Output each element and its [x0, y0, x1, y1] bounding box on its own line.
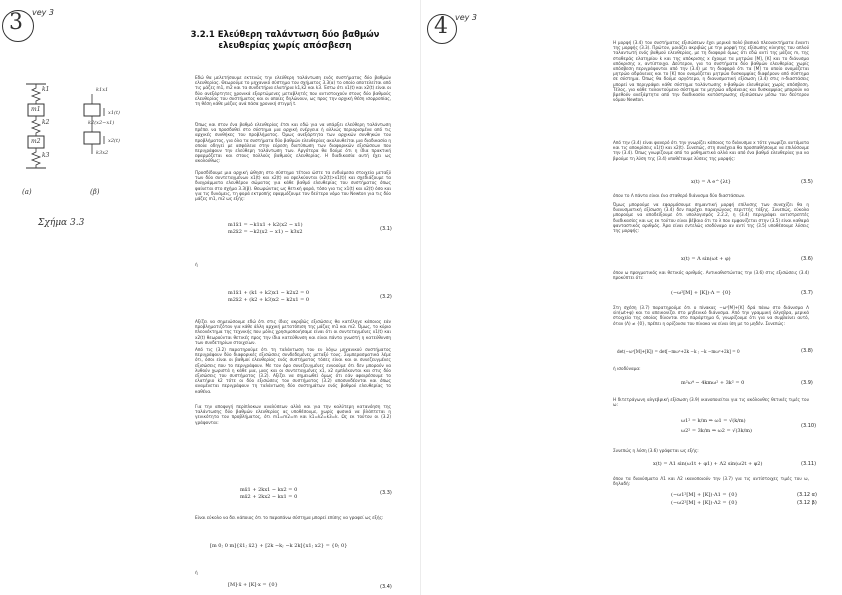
sketch-label-a: (a) [22, 188, 32, 196]
spring-k2 [32, 116, 40, 136]
equation-3-8-number: (3.8) [801, 348, 813, 354]
page-number: 4 [434, 14, 448, 39]
paragraph-10: όπου τα διανύσματα Λ1 και Λ2 ικανοποιούν την (3.7) για τις αντίστοιχες τιμές του ω, δηλαδή: [613, 476, 809, 487]
equation-3-7: (−ω²[M] + [K])·Λ = {0} [671, 290, 732, 296]
paragraph-7: Είναι εύκολο να δει κάποιος ότι το παραπάνω σύστημα μπορεί επίσης να γραφεί ως εξής: [195, 515, 384, 520]
paragraph-1: Η μορφή (3.4) του συστήματος εξισώσεων έχει μερικά πολύ βασικά πλεονεκτήματα έναντι της μορφής (3.3). Πρώτον, μοιάζει ακριβώς με την μορφή της εξίσωσης κίνησης του απλού ταλαντωτή ενός βαθμού ελευθερίας, με τη διαφορά όμως ότι εδώ αντί της μάζας m, της σταθεράς ελατηρίου k και της απόκρισης x έχουμε τα μητρώα [M], [K] και το διάνυσμα απόκρισης x, αντίστοιχα. Δεύτερον, για τα συστήματα δύο βαθμών ελευθερίας χωρίς απόσβεση περιγράφονται από την (3.4) με τη διαφορά ότι τα [M] το οποίο ονομάζεται μητρώο αδράνειας και το [K] που ονομάζεται μητρώο δυσκαμψίας διαφέρουν από σύστημα σε σύστημα. Όπως θα δούμε αργότερα, η διανυσματική εξίσωση (3.4) στις n-διαστάσεις μπορεί να περιγράψει κάθε σύστημα ταλάντωσης n-βαθμών ελευθερίας χωρίς απόσβεση. Τέλος, για κάθε ταλαντούμενο σύστημα τα μητρώα αδράνειας και δυσκαμψίας μπορούν να βρεθούν ανεξάρτητα από την διαδικασία κατάστρωσης εξισώσεων μέσω του δεύτερου νόμου Newton. [613, 40, 809, 103]
equation-3-2-number: (3.2) [380, 294, 392, 300]
equation-3-3-line-2: mẍ2 + 2kx2 − kx1 = 0 [240, 494, 298, 500]
sketch-k1x1-label: k1x1 [96, 87, 109, 93]
equation-3-3-number: (3.3) [380, 490, 392, 496]
paragraph-2: Από την (3.4) είναι φανερό ότι την γνωρίζει κάποιος το διάνυσμα x τότε γνωρίζει αυτόματα και τις αποκρίσεις x1(t) και x2(t). Συνεπώς, στη συνέχεια θα προσπαθήσουμε να επιλύσουμε την (3.4). Όπως γνωρίζουμε από τα μαθηματικά αλλά και από ένα βαθμό ελευθερίας για να βρούμε τη λύση της (3.4) υποθέτουμε λύσεις της μορφής: [613, 140, 809, 161]
paragraph-2: Όπως και στον ένα βαθμό ελευθερίας έτσι και εδώ για να υπάρξει ελεύθερη ταλάντωση πρέπει να προσδοθεί στο σύστημα μια αρχική ενέργεια ή αλλιώς περιορισμένα από τις αρχικές συνθήκες του προβλήματος. Όμως ανεξάρτητα των αρχικών συνθηκών του προβλήματος, για όλα τα συστήματα δύο βαθμών ελευθερίας ακολουθείται μια διαδικασία η οποία οδηγεί με ασφάλεια στην εύρεση διατύπωση των διαφορικών εξισώσεων που περιγράφουν την ελεύθερη ταλάντωση των. Αργότερα θα δούμε ότι η ίδια πρακτική εφαρμόζεται και στους πολλούς βαθμούς ελευθερίας. Η διαδικασία αυτή έχει ως ακολούθως: [195, 122, 391, 164]
paragraph-6: Για την αποφυγή περίπλοκων αναλύσεων αλλά και για την καλύτερη κατανόηση της ταλάντωσης δύο βαθμών ελευθερίας ας υποθέσουμε, χωρίς φυσικά να βλάπτεται η γενικότητα του προβλήματος, ότι m1=m2=m και k1=k2=k3=k. Ως εκ τούτου οι (3.2) γράφονται: [195, 404, 391, 425]
sketch-m1-label: m1 [31, 106, 41, 113]
sketch-k2x-label: k2(x2−x1) [88, 120, 115, 126]
sketch-x2-label: x2(t) [108, 138, 120, 144]
section-title: 3.2.1 Ελεύθερη ταλάντωση δύο βαθμών ελευθερίας χωρίς απόσβεση [190, 30, 380, 51]
equation-3-10-line-1: ω1² = k/m ⇒ ω1 = √(k/m) [681, 418, 746, 424]
equation-3-5-number: (3.5) [801, 179, 813, 185]
sketch-k2-label: k2 [42, 119, 50, 126]
equation-3-12a: (−ω1²[M] + [K])·Λ1 = {0} [671, 492, 738, 498]
equation-3-9: m²ω⁴ − 4kmω² + 3k² = 0 [681, 380, 745, 386]
spring-k1 [32, 84, 40, 104]
equation-3-1-line-2: m2ẍ2 = −k2(x2 − x1) − k3x2 [228, 229, 303, 235]
page-number: 3 [9, 10, 23, 35]
equation-3-10-number: (3.10) [801, 423, 817, 429]
equation-3-4-number: (3.4) [380, 584, 392, 590]
sketch-x1-label: x1(t) [108, 110, 120, 116]
paragraph-or-1: ή [195, 262, 198, 267]
fbd-m1-box [84, 104, 100, 116]
equation-3-3-line-1: mẍ1 + 2kx1 − kx2 = 0 [240, 487, 298, 493]
equation-3-5: x(t) = Λ e^{λt} [691, 179, 731, 185]
paragraph-4: Όμως μπορούμε να εφαρμόσουμε σημαντική μορφή επίλυσης των συνεχίζει θα η διανυσματική εξίσωση (3.4) δεν παρέχει παραγώγους περιττής τάξης. Συνεπώς, εύκολα μπορούμε να αποδείξουμε ότι υπολογισμός 2.2.2, η (3.4) περιγράφει αντιστρεπτές διαδικασίες και ως εκ τούτου είναι βέβαιο ότι το λ που εμφανίζεται στην (3.5) είναι καθαρά φανταστικός αριθμός. Άρα είναι εντελώς ισοδύναμο αν αντί της (3.5) υποθέσουμε λύσεις της μορφής: [613, 202, 809, 234]
equation-3-6: x(t) = Λ sin(ωt + φ) [681, 256, 731, 262]
paragraph-6: Στη σχέση (3.7) παρατηρούμε ότι ο πίνακας −ω²[M]+[K] δρά πάνω στο διάνυσμα Λ sin(ωt+φ) και τα απεικονίζει στο μηδενικό διάνυσμα. Από την γραμμική άλγεβρα, μερικά στοιχεία της οποίας δίνονται στο παράρτημα 6, γνωρίζουμε ότι για να συμβαίνει αυτό, όταν (Λ) ≠ {0}, πρέπει η ορίζουσα του πίνακα να είναι ίση με το μηδέν. Συνεπώς: [613, 305, 809, 326]
equation-3-6-number: (3.6) [801, 256, 813, 262]
equation-3-12b: (−ω2²[M] + [K])·Λ2 = {0} [671, 500, 738, 506]
paragraph-7: ή ισοδύναμα: [613, 366, 641, 371]
paragraph-3: Προσδίδουμε μια αρχική ώθηση στο σύστημα τέτοια ώστε τα ενδιάμεσα στοιχεία μεταξύ των δύο συντεταγμένων x1(t) και x2(t) να εφελκύονται (x2(t)>x1(t)) και σχεδιάζουμε τα διαγράμματα ελευθέρου σώματος για κάθε βαθμό ελευθερίας του συστήματος όπως φαίνεται στο σχήμα 3.3(β). Θεωρώντας ως θετική φορά, τόσο για τις x1(t) και x2(t) όσο και για τις δυνάμεις, τη φορά εκτροπής εφαρμόζουμε τον δεύτερο νόμο του Newton για τις δύο μάζες m1, m2 ως εξής: [195, 170, 391, 202]
spring-k3 [32, 148, 40, 168]
fbd-m2-box [84, 132, 100, 144]
equation-matrix: [m 0; 0 m]{ẍ1; ẍ2} + [2k −k; −k 2k]{x1; x2} = {0; 0} [210, 543, 348, 549]
equation-3-2-line-2: m2ẍ2 + (k2 + k3)x2 − k2x1 = 0 [228, 297, 310, 303]
equation-3-9-number: (3.9) [801, 380, 813, 386]
sketch-label-b: (β) [90, 188, 100, 196]
equation-3-11: x(t) = Λ1 sin(ω1t + φ1) + Λ2 sin(ω2t + φ2) [653, 461, 763, 467]
sketch-k1-label: k1 [42, 86, 50, 93]
paragraph-5: όπου ω πραγματικός και θετικός αριθμός. Αντικαθιστώντας την (3.6) στις εξισώσεις (3.4) προκύπτει ότι: [613, 270, 809, 281]
paragraph-5: Από τις (3.2) παρατηρούμε ότι τη ταλάντωση του εν λόγω μηχανικού συστήματος περιγράφουν δύο διαφορικές εξισώσεις συνδεδεμένες μεταξύ τους. Συμπερασματικά λέμε ότι, όσοι είναι οι βαθμοί ελευθερίας ενός συστήματος τόσες είναι και οι συνεζευγμένες εξισώσεις που το περιγράφουν. Με τον όρο συνεζευγμένες εννοούμε ότι δεν μπορούν να λυθούν χωριστά η κάθε μια, μιας και οι συντεταγμένες x1, x2 εμπλέκονται και στις δύο εξισώσεις του συστήματος (3.2). Αξίζει να σημειωθεί όμως ότι εάν αφαιρέσουμε το ελατήριο k2 τότε οι δύο εξισώσεις του συστήματος (3.2) αποσυνδέονται και όπως αναμένεται περιγράφουν τη ταλάντωση δύο συστημάτων ενός βαθμού ελευθερίας το καθένα. [195, 347, 391, 394]
right-page [421, 0, 842, 595]
paragraph-9: Συνεπώς η λύση (3.6) γράφεται ως εξής: [613, 448, 699, 453]
equation-3-10-line-2: ω2² = 3k/m ⇒ ω2 = √(3k/m) [681, 428, 752, 434]
equation-3-7-number: (3.7) [801, 290, 813, 296]
equation-3-12a-number: (3.12 α) [797, 492, 817, 498]
equation-3-1-line-1: m1ẍ1 = −k1x1 + k2(x2 − x1) [228, 222, 303, 228]
equation-3-11-number: (3.11) [801, 461, 817, 467]
equation-3-8: det(−ω²[M]+[K]) = det[−mω²+2k −k ; −k −mω²+2k] = 0 [617, 349, 740, 354]
paragraph-3: όπου το Λ πάντα είναι ένα σταθερό διάνυσμα δύο διαστάσεων. [613, 193, 746, 198]
version-note: vey 3 [32, 8, 55, 17]
paragraph-4: Αξίζει να σημειώσουμε εδώ ότι στις ίδιες ακριβώς εξισώσεις θα κατέληγε κάποιος εάν προβληματιζόταν για κάθε άλλη αρχική μετατόπιση της μάζας m1 και m2. Όμως, το κύριο πλεονέκτημα της τεχνικής που μόλις χρησιμοποιήσαμε είναι ότι οι συντεταγμένες x1(t) και x2(t) θεωρούνται θετικές προς την ίδια κατεύθυνση και είναι πάντα γνωστή η κατεύθυνση των συνδετηρίων στοιχείων. [195, 319, 391, 345]
version-note: vey 3 [455, 13, 478, 22]
paragraph-8: Η διτετράγωνη αλγεβρική εξίσωση (3.9) ικανοποιείται για τις ακόλουθες θετικές τιμές του ω: [613, 397, 809, 408]
paragraph-or-2: ή [195, 570, 198, 575]
sketch-k3x2-label: k3x2 [96, 150, 109, 156]
sketch-k3-label: k3 [42, 152, 50, 159]
figure-caption: Σχήμα 3.3 [38, 218, 85, 228]
equation-3-4: [M]·ẍ + [K]·x = {0} [228, 582, 278, 588]
paragraph-1: Εδώ θα μελετήσουμε εκτενώς την ελεύθερη ταλάντωση ενός συστήματος δύο βαθμών ελευθερίας. Θεωρούμε το μηχανικό σύστημα του σχήματος 3.3(α) το οποίο αποτελείται από τις μάζες m1, m2 και τα συνδετήρια ελατήρια k1,k2 και k3. Έστω ότι x1(t) και x2(t) είναι οι δύο ανεξάρτητες χρονικά εξαρτώμενες μεταβλητές που αντιστοιχούν στους δύο βαθμούς ελευθερίας του συστήματος και οι οποίες δηλώνουν, ως προς την αρχική θέση ισορροπίας, τη θέση κάθε μάζας ανά πάσα χρονική στιγμή t. [195, 75, 391, 107]
sketch-m2-label: m2 [31, 138, 41, 145]
equation-3-12b-number: (3.12 β) [797, 500, 817, 506]
equation-3-2-line-1: m1ẍ1 + (k1 + k2)x1 − k2x2 = 0 [228, 290, 310, 296]
equation-3-1-number: (3.1) [380, 226, 392, 232]
